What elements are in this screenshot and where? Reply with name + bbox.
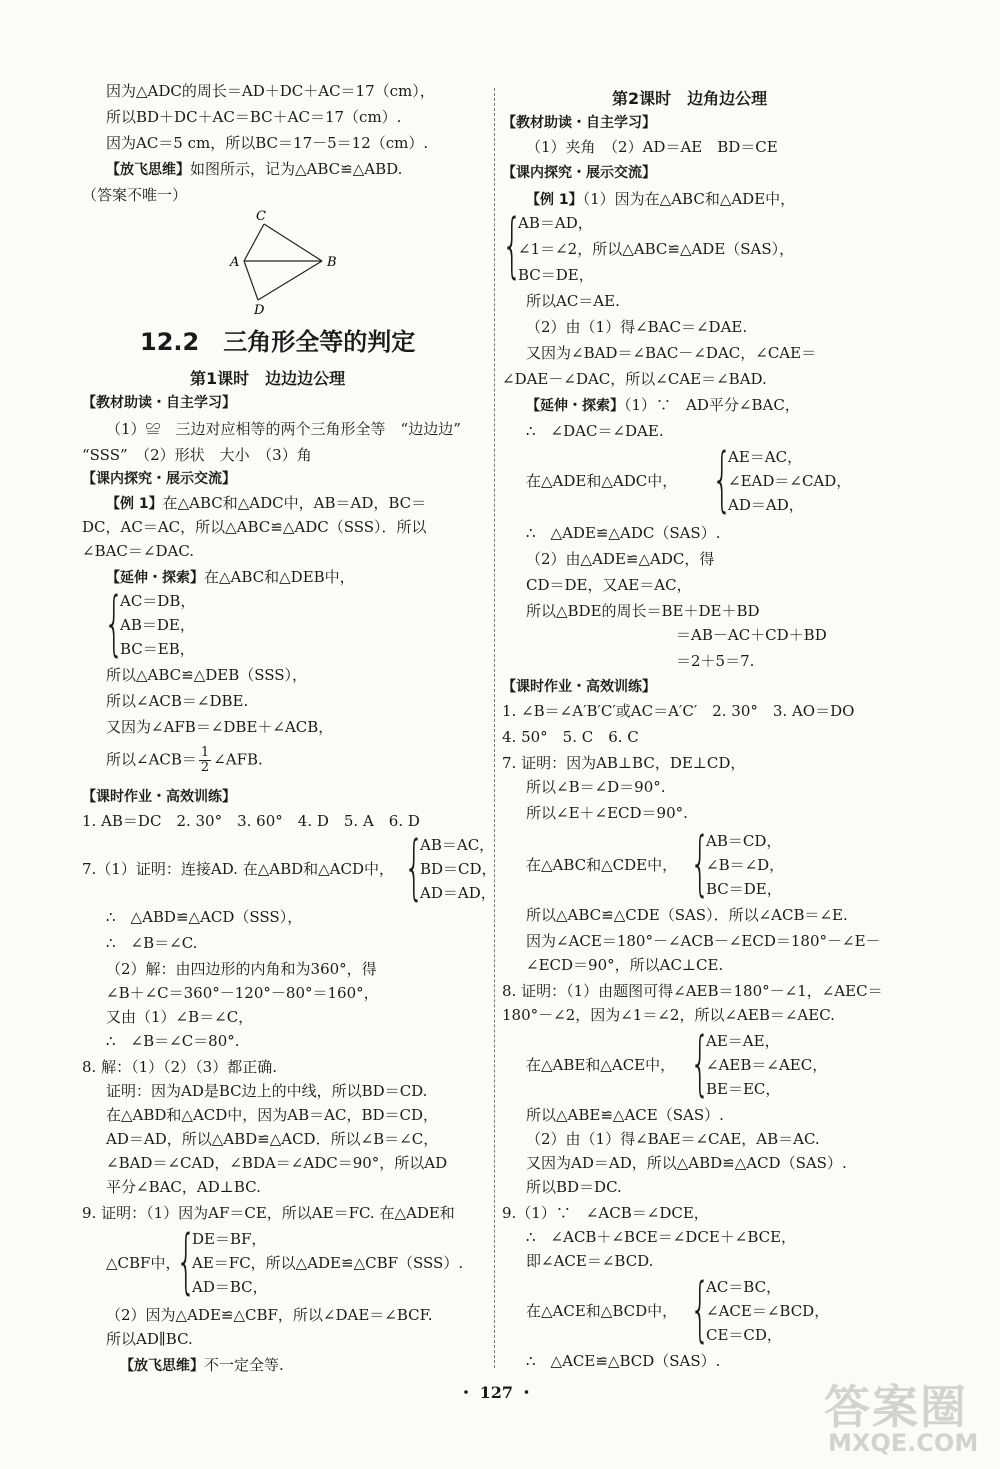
text-line: △CBF中， — [106, 1254, 181, 1272]
brace: { — [404, 826, 425, 908]
brace: { — [502, 204, 523, 286]
text-line: AD＝AD， — [420, 884, 496, 902]
text-span: 如图所示，记为△ABC≌△ABD. — [190, 160, 403, 178]
brace: { — [690, 822, 711, 904]
text-line: BC＝DE， — [518, 266, 594, 284]
denominator: 2 — [200, 760, 210, 775]
text-line: 因为△ADC的周长＝AD＋DC＋AC＝17（cm）， — [106, 82, 435, 100]
text-line: 1. ∠B＝∠A′B′C′或AC＝A′C′ 2. 30° 3. AO＝DO — [502, 702, 855, 720]
watermark-url: MXQE.COM — [828, 1429, 979, 1457]
text-line: 所以△ABE≌△ACE（SAS）. — [526, 1106, 724, 1124]
text-line: ∴ ∠B＝∠C＝80°. — [106, 1032, 240, 1050]
text-line: BE＝EC， — [706, 1080, 781, 1098]
text-line: （1）≌ 三边对应相等的两个三角形全等 “边边边” — [106, 420, 461, 438]
section-heading: 【课内探究・展示交流】 — [82, 471, 236, 487]
text-line: ∴ △ACE≌△BCD（SAS）. — [526, 1352, 721, 1370]
text-line: “SSS” （2）形状 大小 （3）角 — [82, 446, 312, 464]
section-heading: 【课内探究・展示交流】 — [502, 165, 656, 181]
text-line: ∠ACE＝∠BCD， — [706, 1302, 830, 1320]
text-line: AE＝AE， — [706, 1032, 780, 1050]
text-line: 所以AC＝AE. — [526, 292, 620, 310]
text-line: AD＝AD， — [728, 496, 804, 514]
text-line: （2）因为△ADE≌△CBF，所以∠DAE＝∠BCF. — [106, 1306, 433, 1324]
brace: { — [712, 438, 733, 520]
section-tag: 【延伸・探索】 — [526, 398, 624, 414]
lesson-title: 第1课时 边边边公理 — [190, 369, 346, 388]
text-line: 8. 解：（1）（2）（3）都正确. — [82, 1058, 277, 1076]
text-line: BC＝EB， — [120, 640, 195, 658]
section-heading: 【教材助读・自主学习】 — [502, 115, 656, 131]
text-line: 因为AC＝5 cm，所以BC＝17－5＝12（cm）. — [106, 134, 429, 152]
text-line — [106, 566, 355, 589]
numerator: 1 — [200, 745, 210, 760]
brace: { — [176, 1220, 197, 1302]
text-line: 又由（1）∠B＝∠C， — [106, 1008, 254, 1026]
label-D: D — [254, 303, 265, 318]
text-line: 即∠ACE＝∠BCD. — [526, 1252, 654, 1270]
text-line: 4. 50° 5. C 6. C — [502, 728, 639, 746]
lesson-title: 第2课时 边角边公理 — [612, 89, 768, 108]
text-line — [120, 1354, 284, 1377]
text-line: BD＝CD， — [420, 860, 497, 878]
text-line: 1. AB＝DC 2. 30° 3. 60° 4. D 5. A 6. D — [82, 812, 420, 830]
text-line: AE＝AC， — [728, 448, 803, 466]
text-line: 9.（1）∵ ∠ACB＝∠DCE， — [502, 1204, 709, 1222]
text-line: ∠BAC＝∠DAC. — [82, 542, 195, 560]
text-line: 所以△BDE的周长＝BE＋DE＋BD — [526, 602, 760, 620]
section-heading: 【教材助读・自主学习】 — [82, 395, 236, 411]
brace: { — [104, 582, 125, 664]
text-line: CD＝DE，又AE＝AC， — [526, 576, 692, 594]
text-line: DC，AC＝AC，所以△ABC≌△ADC（SSS）．所以 — [82, 518, 427, 536]
text-line: ∠EAD＝∠CAD， — [728, 472, 852, 490]
text-line: 180°－∠2，因为∠1＝∠2，所以∠AEB＝∠AEC. — [502, 1006, 835, 1024]
section-tag: 【放飞思维】 — [120, 1358, 204, 1374]
text-line: ∴ △ADE≌△ADC（SAS）. — [526, 524, 721, 542]
text-line: ∠AEB＝∠AEC， — [706, 1056, 828, 1074]
text-line: 又因为∠AFB＝∠DBE＋∠ACB， — [106, 718, 334, 736]
watermark-logo — [820, 1371, 980, 1461]
text-line: ∴ ∠DAC＝∠DAE. — [526, 422, 664, 440]
watermark-text: 答案圈 — [824, 1380, 968, 1434]
text-line — [106, 746, 263, 775]
brace: { — [690, 1268, 711, 1350]
text-span: （1）∵ AD平分∠BAC， — [624, 396, 800, 414]
text-line: 所以△ABC≌△DEB（SSS）， — [106, 666, 308, 684]
text-line: 因为∠ACE＝180°－∠ACB－∠ECD＝180°－∠E－ — [526, 932, 881, 950]
text-line — [526, 188, 795, 211]
text-span: ∠AFB. — [213, 750, 263, 769]
section-tag: 【例 1】 — [106, 496, 163, 512]
text-line: 又因为AD＝AD，所以△ABD≌△ACD（SAS）. — [526, 1154, 847, 1172]
label-A: A — [230, 255, 240, 270]
text-line — [106, 492, 426, 515]
text-line: AD＝AD，所以△ABD≌△ACD．所以∠B＝∠C， — [106, 1130, 439, 1148]
text-line: （2）由（1）得∠BAE＝∠CAE，AB＝AC. — [526, 1130, 820, 1148]
section-heading: 【课时作业・高效训练】 — [82, 789, 236, 805]
text-line: CE＝CD， — [706, 1326, 782, 1344]
section-tag: 【例 1】 — [526, 192, 583, 208]
text-line: 在△ADE和△ADC中， — [526, 472, 678, 490]
text-line: ∴ △ABD≌△ACD（SSS）， — [106, 908, 303, 926]
text-span: 在△ABC和△DEB中， — [204, 568, 355, 586]
text-line: （2）由△ADE≌△ADC，得 — [526, 550, 715, 568]
text-line: 8. 证明：（1）由题图可得∠AEB＝180°－∠1，∠AEC＝ — [502, 982, 883, 1000]
text-line: 在△ABE和△ACE中， — [526, 1056, 676, 1074]
text-line: 所以∠ACB＝∠DBE. — [106, 692, 249, 710]
text-line: 所以∠E＋∠ECD＝90°. — [526, 804, 688, 822]
text-line: 所以BD＋DC＋AC＝BC＋AC＝17（cm）. — [106, 108, 402, 126]
fraction — [199, 746, 211, 775]
column-divider — [494, 88, 495, 1368]
text-line: AB＝AD， — [518, 214, 593, 232]
text-line: ∴ ∠B＝∠C. — [106, 934, 198, 952]
text-line: ∠1＝∠2，所以△ABC≌△ADE（SAS）， — [518, 240, 795, 258]
text-line: 平分∠BAC，AD⊥BC. — [106, 1178, 261, 1196]
brace: { — [690, 1022, 711, 1104]
text-line: ∠ECD＝90°，所以AC⊥CE. — [526, 956, 724, 974]
label-C: C — [256, 209, 266, 224]
text-line: ∠DAE－∠DAC，所以∠CAE＝∠BAD. — [502, 370, 767, 388]
label-B: B — [327, 255, 337, 270]
triangle-figure — [226, 208, 346, 318]
text-line: 又因为∠BAD＝∠BAC－∠DAC，∠CAE＝ — [526, 344, 817, 362]
text-line: AB＝AC， — [420, 836, 495, 854]
text-line: AE＝FC，所以△ADE≌△CBF（SSS）. — [192, 1254, 464, 1272]
text-span: 在△ABC和△ADC中，AB＝AD，BC＝ — [162, 494, 427, 512]
text-line: 7. 证明：因为AB⊥BC，DE⊥CD， — [502, 754, 746, 772]
text-line: ∠B＝∠D， — [706, 856, 785, 874]
text-line: （2）解：由四边形的内角和为360°，得 — [106, 960, 377, 978]
text-line: 在△ABD和△ACD中，因为AB＝AC，BD＝CD， — [106, 1106, 439, 1124]
section-heading: 【课时作业・高效训练】 — [502, 679, 656, 695]
text-line: （答案不唯一） — [82, 186, 188, 204]
text-line: AB＝DE， — [120, 616, 195, 634]
text-line: ＝AB－AC＋CD＋BD — [676, 626, 827, 644]
text-span: （1）因为在△ABC和△ADE中， — [582, 190, 796, 208]
text-line: ∠BAD＝∠CAD，∠BDA＝∠ADC＝90°，所以AD — [106, 1154, 448, 1172]
text-line: （1）夹角 （2）AD＝AE BD＝CE — [526, 138, 778, 156]
text-line: ∴ ∠ACB＋∠BCE＝∠DCE＋∠BCE， — [526, 1228, 797, 1246]
text-line — [106, 158, 402, 181]
text-line: DE＝BF， — [192, 1230, 267, 1248]
text-line: BC＝DE， — [706, 880, 782, 898]
text-line: 所以AD∥BC. — [106, 1330, 193, 1348]
text-line: 所以△ABC≌△CDE（SAS）．所以∠ACB＝∠E. — [526, 906, 848, 924]
text-line: AD＝BC， — [192, 1278, 268, 1296]
text-line: 所以BD＝DC. — [526, 1178, 622, 1196]
text-line: AC＝BC， — [706, 1278, 782, 1296]
text-line: 9. 证明：（1）因为AF＝CE，所以AE＝FC. 在△ADE和 — [82, 1204, 455, 1222]
text-line: ∠B＋∠C＝360°－120°－80°＝160°， — [106, 984, 379, 1002]
section-tag: 【延伸・探索】 — [106, 570, 204, 586]
text-line: 所以∠B＝∠D＝90°. — [526, 778, 666, 796]
text-line: （2）由（1）得∠BAC＝∠DAE. — [526, 318, 748, 336]
page-number: ・ 127 ・ — [458, 1383, 535, 1402]
text-line: 在△ACE和△BCD中， — [526, 1302, 678, 1320]
text-line: AC＝DB， — [120, 592, 196, 610]
text-line: AB＝CD， — [706, 832, 782, 850]
section-tag: 【放飞思维】 — [106, 162, 190, 178]
chapter-title: 12.2 三角形全等的判定 — [140, 328, 416, 356]
text-span: 所以∠ACB＝ — [106, 750, 197, 769]
text-line: ＝2＋5＝7. — [676, 652, 755, 670]
text-line — [526, 394, 800, 417]
text-line: 7.（1）证明：连接AD. 在△ABD和△ACD中， — [82, 860, 395, 878]
text-span: 不一定全等. — [204, 1356, 284, 1374]
text-line: 在△ABC和△CDE中， — [526, 856, 678, 874]
text-line: 证明：因为AD是BC边上的中线，所以BD＝CD. — [106, 1082, 428, 1100]
